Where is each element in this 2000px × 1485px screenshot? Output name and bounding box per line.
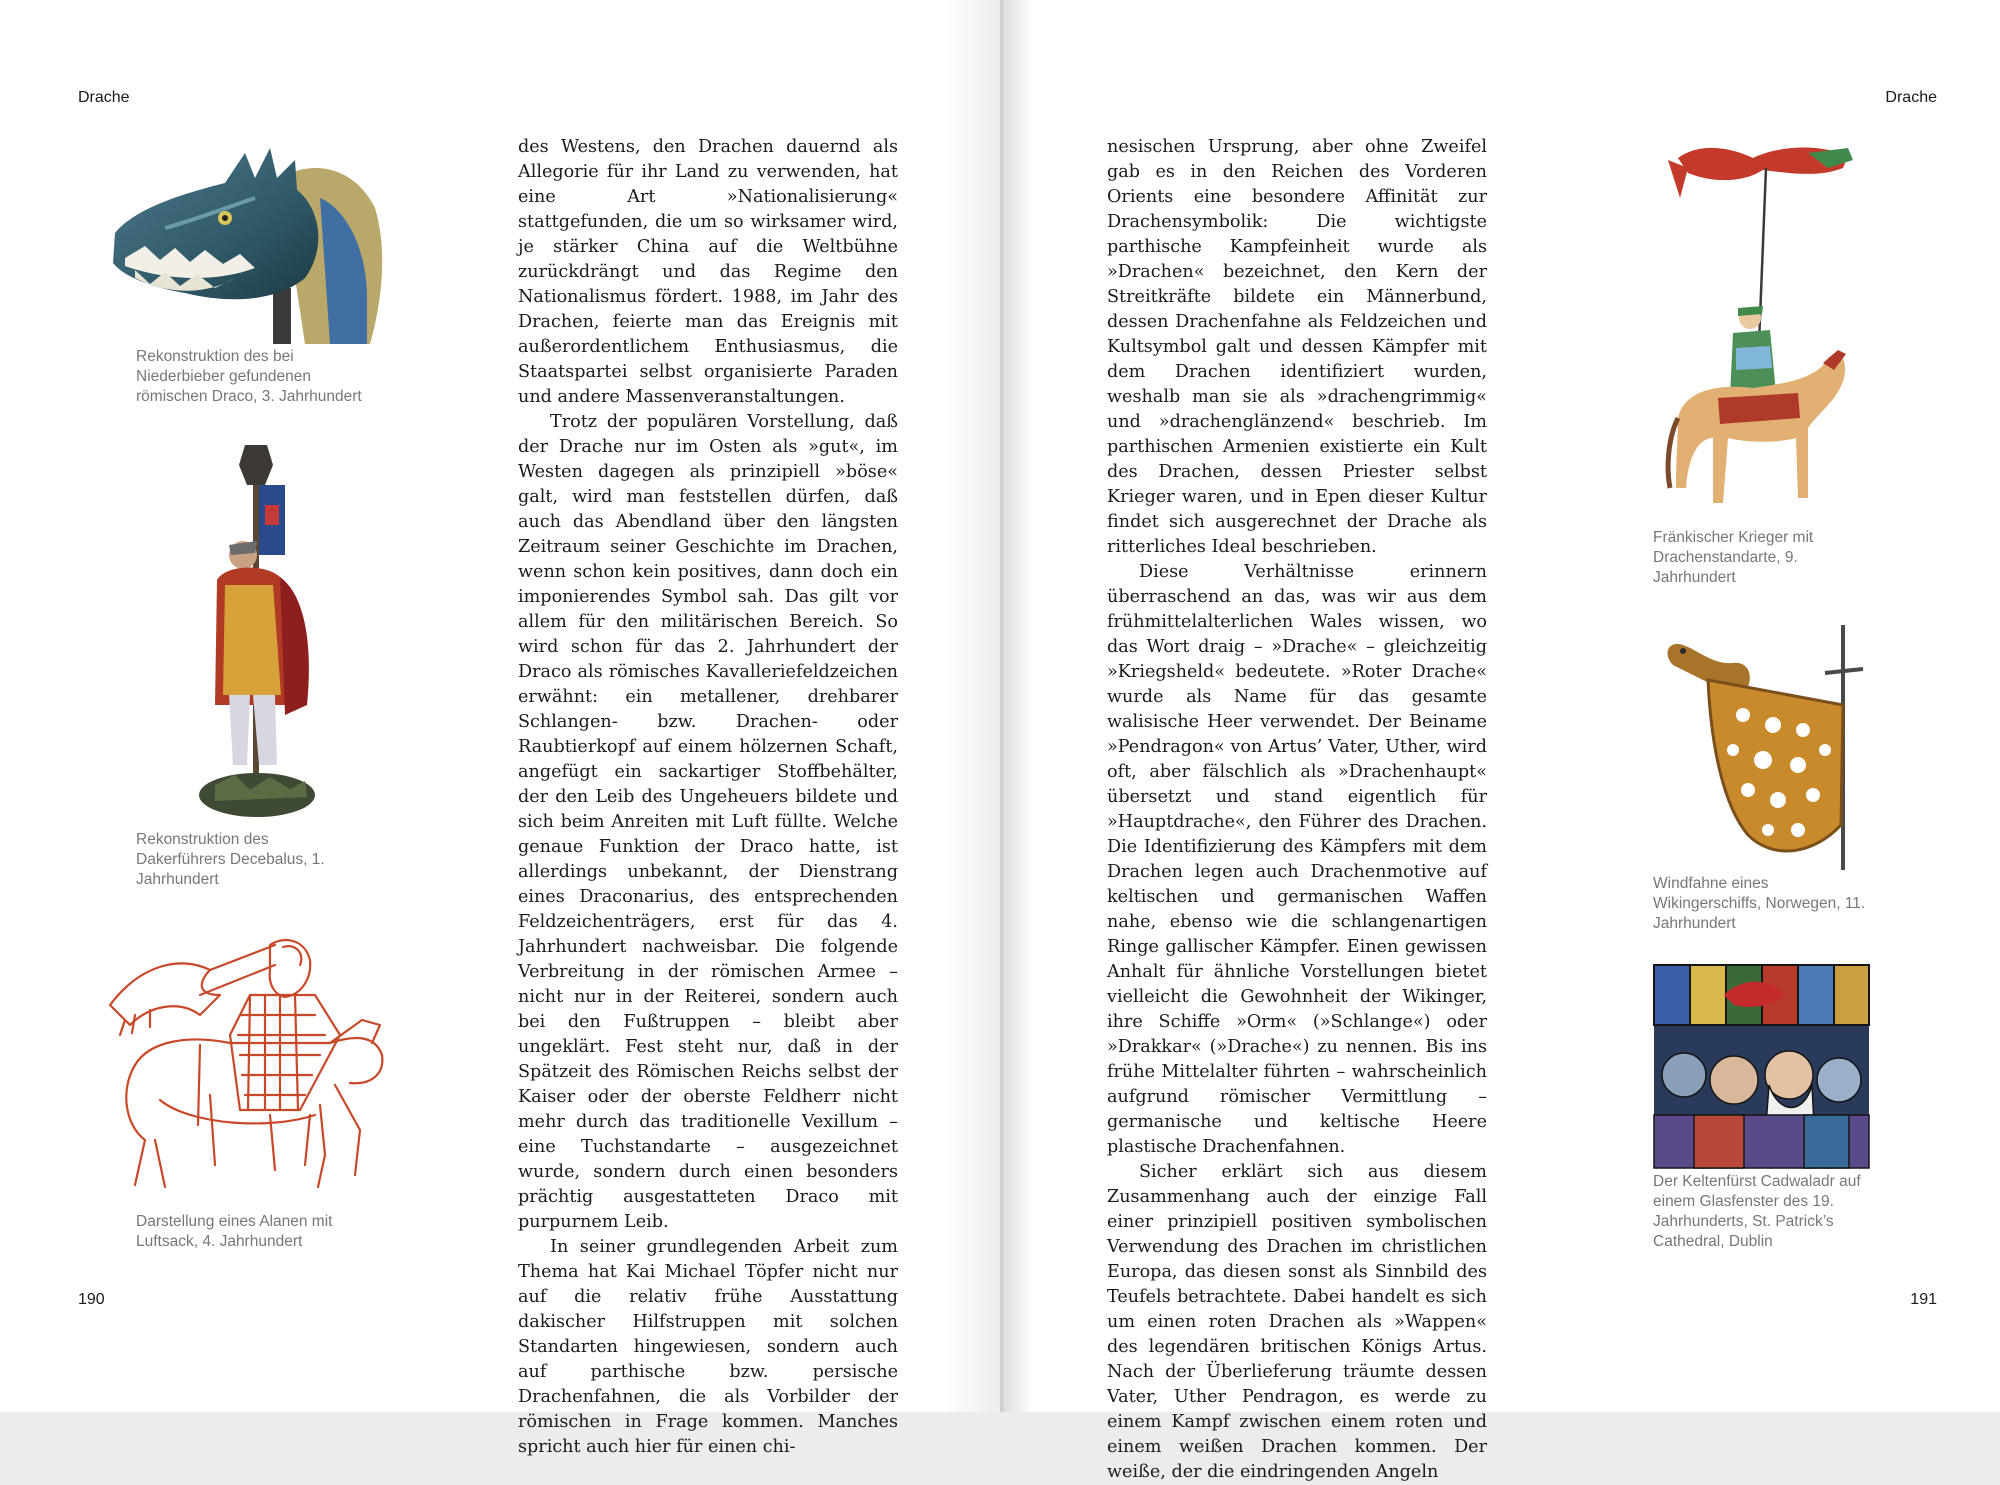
paragraph: Sicher erklärt sich aus diesem Zusammenhang auch der einzige Fall einer prinzipiell positiven symbolischen Verwendung des Drachen im christlichen Europa, das diesen sonst als Sinnbild des Teufels betrachtete. Dabei handelt es sich um einen roten Drachen als »Wappen« des legendären britischen Königs Artus. Nach der Überlieferung träumte dessen Vater, Uther Pendragon, es werde zu einem Kampf zwischen einem roten und einem weißen Drachen kommen. Der weiße, der die eindringenden Angeln <box>1107 1162 1487 1482</box>
right-page <box>1003 0 2000 1482</box>
stained-glass-image <box>1654 965 1869 1168</box>
frankish-warrior-image <box>1658 138 1858 523</box>
paragraph: nesischen Ursprung, aber ohne Zweifel gab es in den Reichen des Vorderen Orients eine besondere Affinität zur Drachensymbolik: Die wichtigste parthische Kampfeinheit wurde als »Drachen« bezeichnet, den Kern der Streitkräfte bildete ein Männerbund, dessen Drachenfahne als Feldzeichen und Kultsymbol galt und dessen Kämpfer mit dem Drachen identifiziert wurden, weshalb man sie als »drachengrimmig« und »drachenglänzend« beschrieb. Im parthischen Armenien existierte ein Kult des Drachen, dessen Priester selbst Krieger waren, und in Epen dieser Kultur findet sich ausgerechnet der Drache als ritterliches Ideal beschrieben. <box>1107 137 1487 557</box>
page-number: 190 <box>78 1291 105 1308</box>
page-number: 191 <box>1910 1291 1937 1308</box>
caption-decebalus: Rekonstruktion des Dakerführers Decebalus, 1. Jahrhundert <box>136 831 325 888</box>
right-body-column <box>1107 135 1487 1485</box>
left-body-column <box>518 135 898 1460</box>
paragraph: Trotz der populären Vorstellung, daß der Drache nur im Osten als »gut«, im Westen dagegen als prinzipiell »böse« galt, wird man feststellen dürfen, daß auch das Abendland über den längsten Zeitraum seiner Geschichte im Drachen, wenn schon kein positives, dann doch ein imponierendes Symbol sah. Das gilt vor allem für den militärischen Bereich. So wird schon für das 2. Jahrhundert der Draco als römisches Kavalleriefeldzeichen erwähnt: ein metallener, drehbarer Schlangen- bzw. Drachen- oder Raubtierkopf auf einem hölzernen Schaft, angefügt ein sackartiger Stoffbehälter, der den Leib des Ungeheuers bildete und sich beim Anreiten mit Luft füllte. Welche genaue Funktion der Draco hatte, ist allerdings unbekannt, der Dienstrang eines Draconarius, des entsprechenden Feldzeichenträgers, erst für das 4. Jahrhundert nachweisbar. Die folgende Verbreitung in der römischen Armee – nicht nur in der Reiterei, sondern auch bei den Fußtruppen – bleibt aber ungeklärt. Fest steht nur, daß in der Spätzeit des Römischen Reichs selbst der Kaiser oder der oberste Feldherr nicht mehr durch das traditionelle Vexillum – eine Tuchstandarte – ausgezeichnet wurde, sondern durch einen besonders prächtig ausgestatteten Draco mit purpurnem Leib. <box>518 412 898 1232</box>
running-head: Drache <box>78 89 130 106</box>
running-head: Drache <box>1885 89 1937 106</box>
alane-rider-drawing <box>100 925 390 1205</box>
paragraph: Diese Verhältnisse erinnern überraschend an das, was wir aus dem frühmittelalterlichen Wales wissen, wo das Wort draig – »Drache« – gleichzeitig »Kriegsheld« bedeutete. »Roter Drache« wurde als Name für das gesamte walisische Heer verwendet. Der Beiname »Pendragon« von Artus’ Vater, Uther, wird oft, aber fälschlich als »Drachenhaupt« übersetzt und stand eigentlich für »Hauptdrache«, den Führer des Drachen. Die Identifizierung des Kämpfers mit dem Drachen legen auch Drachenmotive auf keltischen und germanischen Waffen nahe, ebenso wie die schlangenartigen Ringe gallischer Kämpfer. Einen gewissen Anhalt für ähnliche Vorstellungen bietet vielleicht die Gewohnheit der Wikinger, ihre Schiffe »Orm« (»Schlange«) oder »Drakkar« (»Drache«) zu nennen. Bis ins frühe Mittelalter führten – wahrscheinlich aufgrund römischer Vermittlung – germanische und keltische Heere plastische Drachenfahnen. <box>1107 562 1487 1157</box>
caption-windfahne: Windfahne eines Wikingerschiffs, Norwegen, 11. Jahrhundert <box>1653 875 1866 932</box>
caption-cadwaladr: Der Keltenfürst Cadwaladr auf einem Glasfenster des 19. Jahrhunderts, St. Patrick’s Cathedral, Dublin <box>1653 1173 1861 1250</box>
paragraph: des Westens, den Drachen dauernd als Allegorie für ihr Land zu verwenden, hat eine Art »Nationalisierung« stattgefunden, die um so wirksamer wird, je stärker China auf die Weltbühne zurückdrängt und das Regime den Nationalismus fördert. 1988, im Jahr des Drachen, feierte man das Ereignis mit außerordentlichem Enthusiasmus, die Staatspartei selbst organisierte Paraden und andere Massenveranstaltungen. <box>518 137 898 407</box>
caption-alane: Darstellung eines Alanen mit Luftsack, 4. Jahrhundert <box>136 1213 333 1250</box>
left-page <box>0 0 1003 1457</box>
caption-draco-head: Rekonstruktion des bei Niederbieber gefundenen römischen Draco, 3. Jahrhundert <box>136 348 362 405</box>
decebalus-figurine-image <box>195 445 330 832</box>
paragraph: In seiner grundlegenden Arbeit zum Thema hat Kai Michael Töpfer nicht nur auf die relativ frühe Ausstattung dakischer Hilfstruppen mit solchen Standarten hingewiesen, sondern auch auf parthische bzw. persische Drachenfahnen, die als Vorbilder der römischen in Frage kommen. Manches spricht auch hier für einen chi- <box>518 1237 898 1457</box>
draco-head-image <box>105 138 387 344</box>
caption-krieger: Fränkischer Krieger mit Drachenstandarte, 9. Jahrhundert <box>1653 529 1814 586</box>
weathervane-image <box>1653 625 1878 870</box>
